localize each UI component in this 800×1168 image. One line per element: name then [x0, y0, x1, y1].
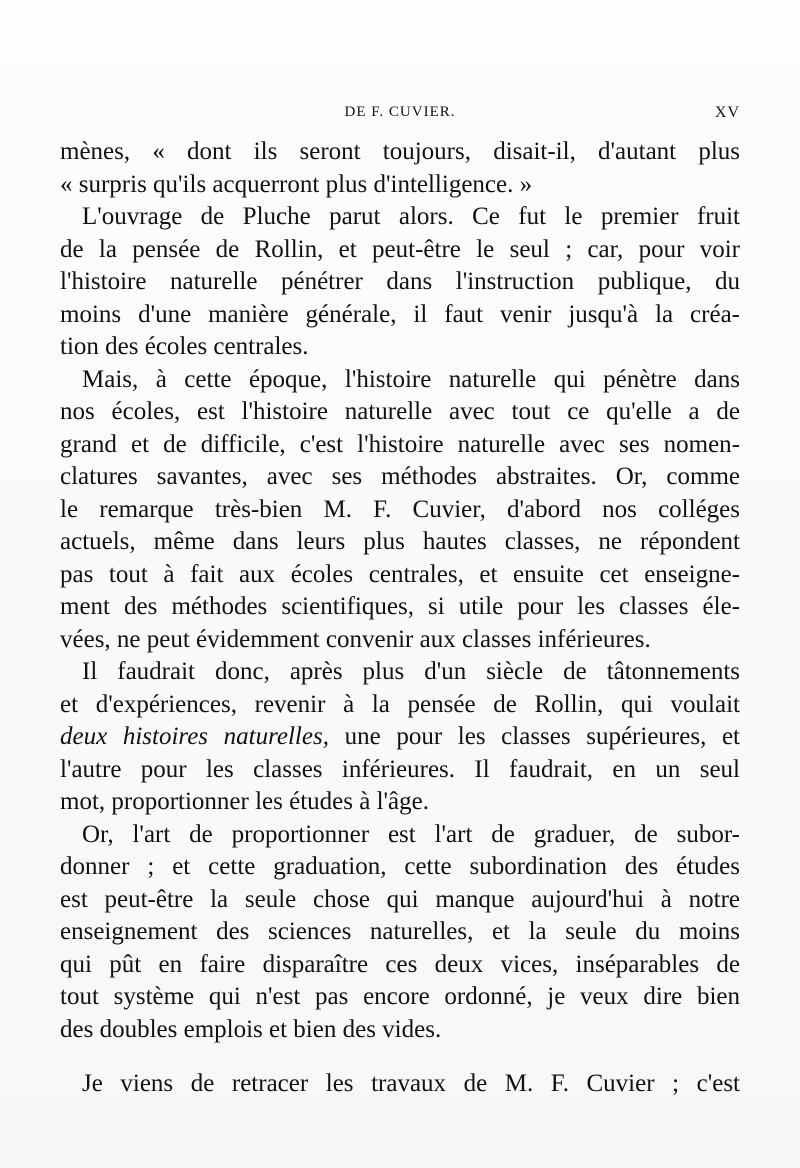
text-line: vées, ne peut évidemment convenir aux classes inférieures.	[60, 625, 651, 653]
text-line: « surpris qu'ils acquerront plus d'intelligence. »	[60, 170, 533, 198]
text-line: L'ouvrage de Pluche parut alors. Ce fut le premier fruit	[82, 203, 740, 230]
text-line: l'histoire naturelle pénétrer dans l'instruction publique, du	[60, 268, 740, 295]
body-text	[60, 136, 740, 1101]
paragraph-6	[60, 1068, 740, 1101]
text-line: des doubles emplois et bien des vides.	[60, 1015, 442, 1043]
paragraph-4	[60, 656, 740, 819]
text-line: tout système qui n'est pas encore ordonné, je veux dire bien	[60, 983, 740, 1010]
text-line: moins d'une manière générale, il faut venir jusqu'à la créa-	[60, 300, 740, 328]
text-line: le remarque très-bien M. F. Cuvier, d'abord nos colléges	[60, 495, 740, 523]
paragraph-5	[60, 819, 740, 1047]
text-line: enseignement des sciences naturelles, et la seule du moins	[60, 918, 740, 945]
paragraph-3	[60, 364, 740, 657]
text-line: mot, proportionner les études à l'âge.	[60, 788, 429, 815]
text-line-with-italic	[60, 721, 740, 754]
section-spacer	[60, 1046, 740, 1068]
text-line: pas tout à fait aux écoles centrales, et ensuite cet enseigne-	[60, 560, 740, 588]
paragraph-2	[60, 201, 740, 364]
text-line: qui pût en faire disparaître ces deux vices, inséparables de	[60, 950, 740, 978]
italic-phrase: deux histoires naturelles,	[60, 723, 329, 750]
text-line: et d'expériences, revenir à la pensée de Rollin, qui voulait	[60, 690, 740, 718]
text-line: grand et de difficile, c'est l'histoire naturelle avec ses nomen-	[60, 430, 740, 458]
text-line: Mais, à cette époque, l'histoire naturelle qui pénètre dans	[82, 365, 740, 393]
text-line: l'autre pour les classes inférieures. Il faudrait, en un seul	[60, 755, 740, 783]
text-line: ment des méthodes scientifiques, si utile pour les classes éle-	[60, 593, 740, 620]
text-line: de la pensée de Rollin, et peut-être le seul ; car, pour voir	[60, 235, 740, 263]
text-line: Or, l'art de proportionner est l'art de graduer, de subor-	[82, 820, 740, 848]
running-title: DE F. CUVIER.	[344, 104, 456, 120]
running-head	[60, 104, 740, 128]
text-line: clatures savantes, avec ses méthodes abstraites. Or, comme	[60, 463, 740, 490]
text-line: est peut-être la seule chose qui manque aujourd'hui à notre	[60, 885, 740, 913]
paragraph-1	[60, 136, 740, 201]
text-line: nos écoles, est l'histoire naturelle avec tout ce qu'elle a de	[60, 398, 740, 425]
text-line: tion des écoles centrales.	[60, 333, 309, 360]
text-fragment: une pour les classes supérieures, et	[328, 723, 741, 750]
page-number: XV	[714, 104, 740, 121]
text-line: Je viens de retracer les travaux de M. F. Cuvier ; c'est	[82, 1070, 740, 1097]
text-line: actuels, même dans leurs plus hautes classes, ne répondent	[60, 528, 740, 555]
text-line: Il faudrait donc, après plus d'un siècle de tâtonnements	[82, 658, 740, 685]
text-line: donner ; et cette graduation, cette subordination des études	[60, 853, 740, 880]
text-line: mènes, « dont ils seront toujours, disait-il, d'autant plus	[60, 138, 740, 165]
